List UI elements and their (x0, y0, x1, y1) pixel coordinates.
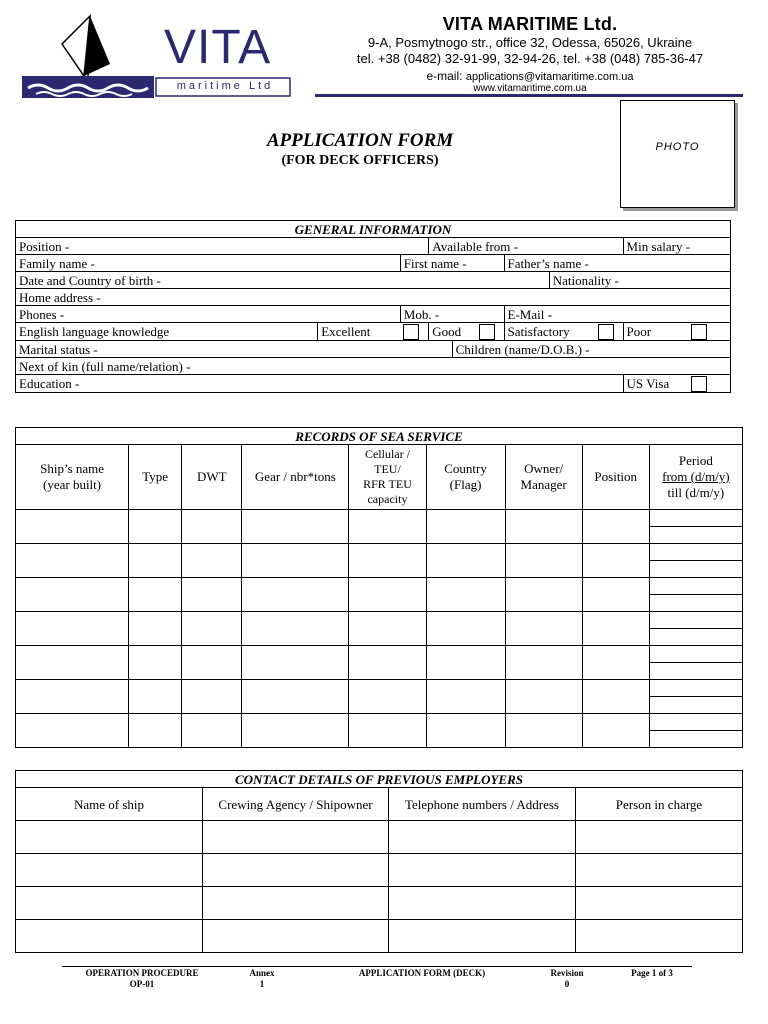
table-cell[interactable] (349, 510, 426, 544)
footer-page-number: Page 1 of 3 (631, 968, 673, 978)
col-telephone-address: Telephone numbers / Address (389, 788, 576, 821)
us-visa-label: US Visa (623, 375, 688, 393)
col-period (649, 445, 742, 510)
mob-field[interactable]: Mob. - (400, 306, 504, 323)
footer-revision-line1: Revision (550, 968, 584, 978)
dob-country-field[interactable]: Date and Country of birth - (16, 272, 550, 289)
fathers-name-field[interactable]: Father’s name - (504, 255, 731, 272)
general-information-table (15, 220, 731, 393)
table-cell[interactable] (576, 854, 743, 887)
poor-label: Poor (623, 323, 688, 341)
table-cell[interactable] (16, 578, 129, 612)
satisfactory-checkbox-cell (595, 323, 624, 341)
position-field[interactable]: Position - (16, 238, 429, 255)
col-person-in-charge: Person in charge (576, 788, 743, 821)
table-cell[interactable] (389, 920, 576, 953)
table-cell[interactable] (576, 920, 743, 953)
table-cell[interactable] (426, 578, 505, 612)
period-till-cell[interactable] (649, 663, 742, 680)
period-till-cell[interactable] (649, 697, 742, 714)
form-subtitle: (FOR DECK OFFICERS) (281, 153, 439, 168)
employers-heading: CONTACT DETAILS OF PREVIOUS EMPLOYERS (16, 771, 743, 788)
col-capacity-line4: capacity (367, 492, 408, 506)
footer-revision-line2: 0 (564, 979, 570, 989)
table-cell[interactable] (389, 854, 576, 887)
previous-employers-table (15, 770, 743, 953)
table-cell[interactable] (16, 714, 129, 748)
period-from-cell[interactable] (649, 612, 742, 629)
page-footer (62, 966, 692, 989)
table-cell[interactable] (349, 680, 426, 714)
table-cell[interactable] (576, 887, 743, 920)
footer-revision (537, 968, 597, 990)
table-cell[interactable] (129, 646, 182, 680)
company-email[interactable]: applications@vitamaritime.com.ua (465, 71, 634, 83)
col-country (426, 445, 505, 510)
logo-wordmark: VITA (164, 21, 272, 74)
col-dwt: DWT (182, 445, 242, 510)
col-name-of-ship: Name of ship (16, 788, 203, 821)
period-from-cell[interactable] (649, 646, 742, 663)
table-cell[interactable] (505, 612, 582, 646)
table-cell[interactable] (16, 544, 129, 578)
table-cell[interactable] (349, 714, 426, 748)
children-field[interactable]: Children (name/D.O.B.) - (452, 341, 730, 358)
col-ships-name-line2: (year built) (43, 477, 102, 492)
table-cell[interactable] (426, 714, 505, 748)
table-cell[interactable] (426, 510, 505, 544)
company-logo (22, 14, 292, 98)
excellent-label: Excellent (318, 323, 401, 341)
table-cell[interactable] (349, 578, 426, 612)
table-cell[interactable] (576, 821, 743, 854)
table-row (16, 510, 743, 527)
education-field[interactable]: Education - (16, 375, 624, 393)
satisfactory-checkbox[interactable] (598, 324, 614, 340)
satisfactory-label: Satisfactory (504, 323, 595, 341)
table-cell[interactable] (426, 646, 505, 680)
table-cell[interactable] (582, 578, 649, 612)
general-heading: GENERAL INFORMATION (16, 221, 731, 238)
us-visa-checkbox[interactable] (691, 376, 707, 392)
family-name-field[interactable]: Family name - (16, 255, 401, 272)
table-cell[interactable] (242, 510, 349, 544)
email-field[interactable]: E-Mail - (504, 306, 731, 323)
table-cell[interactable] (16, 646, 129, 680)
table-cell[interactable] (16, 680, 129, 714)
table-cell[interactable] (505, 714, 582, 748)
table-cell[interactable] (16, 821, 203, 854)
footer-procedure (62, 968, 222, 990)
table-cell[interactable] (182, 714, 242, 748)
table-cell[interactable] (129, 510, 182, 544)
table-row (16, 680, 743, 697)
table-cell[interactable] (182, 544, 242, 578)
table-cell[interactable] (129, 680, 182, 714)
footer-annex (232, 968, 292, 990)
col-period-line3: till (d/m/y) (667, 485, 725, 500)
table-cell[interactable] (389, 887, 576, 920)
period-from-cell[interactable] (649, 544, 742, 561)
table-cell[interactable] (203, 854, 389, 887)
marital-status-field[interactable]: Marital status - (16, 341, 453, 358)
table-row (16, 887, 743, 920)
table-cell[interactable] (505, 544, 582, 578)
first-name-field[interactable]: First name - (400, 255, 504, 272)
col-ships-name-line1: Ship’s name (40, 461, 105, 476)
table-cell[interactable] (349, 544, 426, 578)
table-cell[interactable] (182, 646, 242, 680)
table-cell[interactable] (203, 887, 389, 920)
table-cell[interactable] (242, 680, 349, 714)
company-website[interactable]: www.vitamaritime.com.ua (473, 83, 587, 94)
col-capacity-line1: Cellular / (364, 447, 410, 461)
footer-annex-line1: Annex (249, 968, 275, 978)
col-gear: Gear / nbr*tons (242, 445, 349, 510)
table-cell[interactable] (242, 646, 349, 680)
col-type: Type (129, 445, 182, 510)
footer-form-name: APPLICATION FORM (DECK) (358, 968, 486, 978)
min-salary-field[interactable]: Min salary - (623, 238, 730, 255)
footer-annex-line2: 1 (259, 979, 265, 989)
col-period-line2: from (d/m/y) (662, 469, 730, 484)
table-cell[interactable] (582, 510, 649, 544)
table-cell[interactable] (389, 821, 576, 854)
col-period-line1: Period (678, 453, 713, 468)
period-from-cell[interactable] (649, 510, 742, 527)
table-cell[interactable] (426, 544, 505, 578)
excellent-checkbox-cell (400, 323, 429, 341)
period-till-cell[interactable] (649, 527, 742, 544)
table-row (16, 578, 743, 595)
sea-service-table (15, 427, 743, 748)
photo-box (620, 100, 735, 208)
table-cell[interactable] (16, 920, 203, 953)
table-row (16, 920, 743, 953)
table-cell[interactable] (182, 680, 242, 714)
table-row (16, 612, 743, 629)
period-from-cell[interactable] (649, 680, 742, 697)
next-of-kin-field[interactable]: Next of kin (full name/relation) - (16, 358, 731, 375)
col-capacity-line2: TEU/ (374, 462, 401, 476)
available-from-field[interactable]: Available from - (429, 238, 623, 255)
table-cell[interactable] (129, 714, 182, 748)
period-till-cell[interactable] (649, 731, 742, 748)
col-capacity-line3: RFR TEU (363, 477, 412, 491)
poor-checkbox-cell (688, 323, 731, 341)
footer-procedure-line1: OPERATION PROCEDURE (85, 968, 199, 978)
us-visa-checkbox-cell (688, 375, 731, 393)
footer-procedure-line2: OP-01 (129, 979, 155, 989)
table-row (16, 544, 743, 561)
table-cell[interactable] (16, 612, 129, 646)
period-till-cell[interactable] (649, 561, 742, 578)
nationality-field[interactable]: Nationality - (549, 272, 730, 289)
logo-subtext: maritime Ltd (176, 80, 274, 92)
col-owner-line2: Manager (520, 477, 567, 492)
table-cell[interactable] (203, 821, 389, 854)
company-info (315, 14, 745, 94)
table-cell[interactable] (242, 578, 349, 612)
good-checkbox-cell (476, 323, 505, 341)
table-cell[interactable] (582, 544, 649, 578)
table-row (16, 646, 743, 663)
company-phones: tel. +38 (0482) 32-91-99, 32-94-26, tel. +38 (048) 785-36-47 (356, 51, 704, 66)
table-cell[interactable] (426, 680, 505, 714)
table-row (16, 854, 743, 887)
photo-label: PHOTO (655, 141, 700, 153)
email-label: e-mail: (426, 69, 463, 83)
table-cell[interactable] (182, 510, 242, 544)
table-cell[interactable] (129, 612, 182, 646)
company-name: VITA MARITIME Ltd. (442, 14, 618, 34)
table-cell[interactable] (505, 646, 582, 680)
table-cell[interactable] (426, 612, 505, 646)
table-cell[interactable] (203, 920, 389, 953)
english-label: English language knowledge (16, 323, 318, 341)
poor-checkbox[interactable] (691, 324, 707, 340)
period-till-cell[interactable] (649, 595, 742, 612)
col-ships-name (16, 445, 129, 510)
col-owner-line1: Owner/ (524, 461, 564, 476)
table-cell[interactable] (242, 612, 349, 646)
table-cell[interactable] (129, 544, 182, 578)
table-row (16, 821, 743, 854)
company-address: 9-A, Posmytnogo str., office 32, Odessa, 65026, Ukraine (367, 35, 693, 50)
good-checkbox[interactable] (479, 324, 495, 340)
table-cell[interactable] (349, 612, 426, 646)
header-rule (315, 94, 743, 97)
phones-field[interactable]: Phones - (16, 306, 401, 323)
period-from-cell[interactable] (649, 578, 742, 595)
table-cell[interactable] (129, 578, 182, 612)
table-cell[interactable] (505, 680, 582, 714)
excellent-checkbox[interactable] (403, 324, 419, 340)
table-cell[interactable] (582, 646, 649, 680)
table-cell[interactable] (505, 578, 582, 612)
home-address-field[interactable]: Home address - (16, 289, 731, 306)
sea-service-heading: RECORDS OF SEA SERVICE (16, 428, 743, 445)
good-label: Good (429, 323, 476, 341)
table-cell[interactable] (349, 646, 426, 680)
col-country-line2: (Flag) (449, 477, 482, 492)
company-email-row (315, 69, 745, 83)
table-cell[interactable] (242, 544, 349, 578)
table-cell[interactable] (505, 510, 582, 544)
col-owner (505, 445, 582, 510)
period-till-cell[interactable] (649, 629, 742, 646)
table-cell[interactable] (16, 510, 129, 544)
table-row (16, 714, 743, 731)
period-from-cell[interactable] (649, 714, 742, 731)
col-crewing-agency: Crewing Agency / Shipowner (203, 788, 389, 821)
table-cell[interactable] (582, 714, 649, 748)
table-cell[interactable] (582, 612, 649, 646)
form-title: APPLICATION FORM (266, 130, 454, 151)
table-cell[interactable] (16, 887, 203, 920)
col-country-line1: Country (444, 461, 487, 476)
col-position: Position (582, 445, 649, 510)
table-cell[interactable] (182, 612, 242, 646)
table-cell[interactable] (242, 714, 349, 748)
table-cell[interactable] (582, 680, 649, 714)
col-capacity (349, 445, 426, 510)
table-cell[interactable] (16, 854, 203, 887)
table-cell[interactable] (182, 578, 242, 612)
